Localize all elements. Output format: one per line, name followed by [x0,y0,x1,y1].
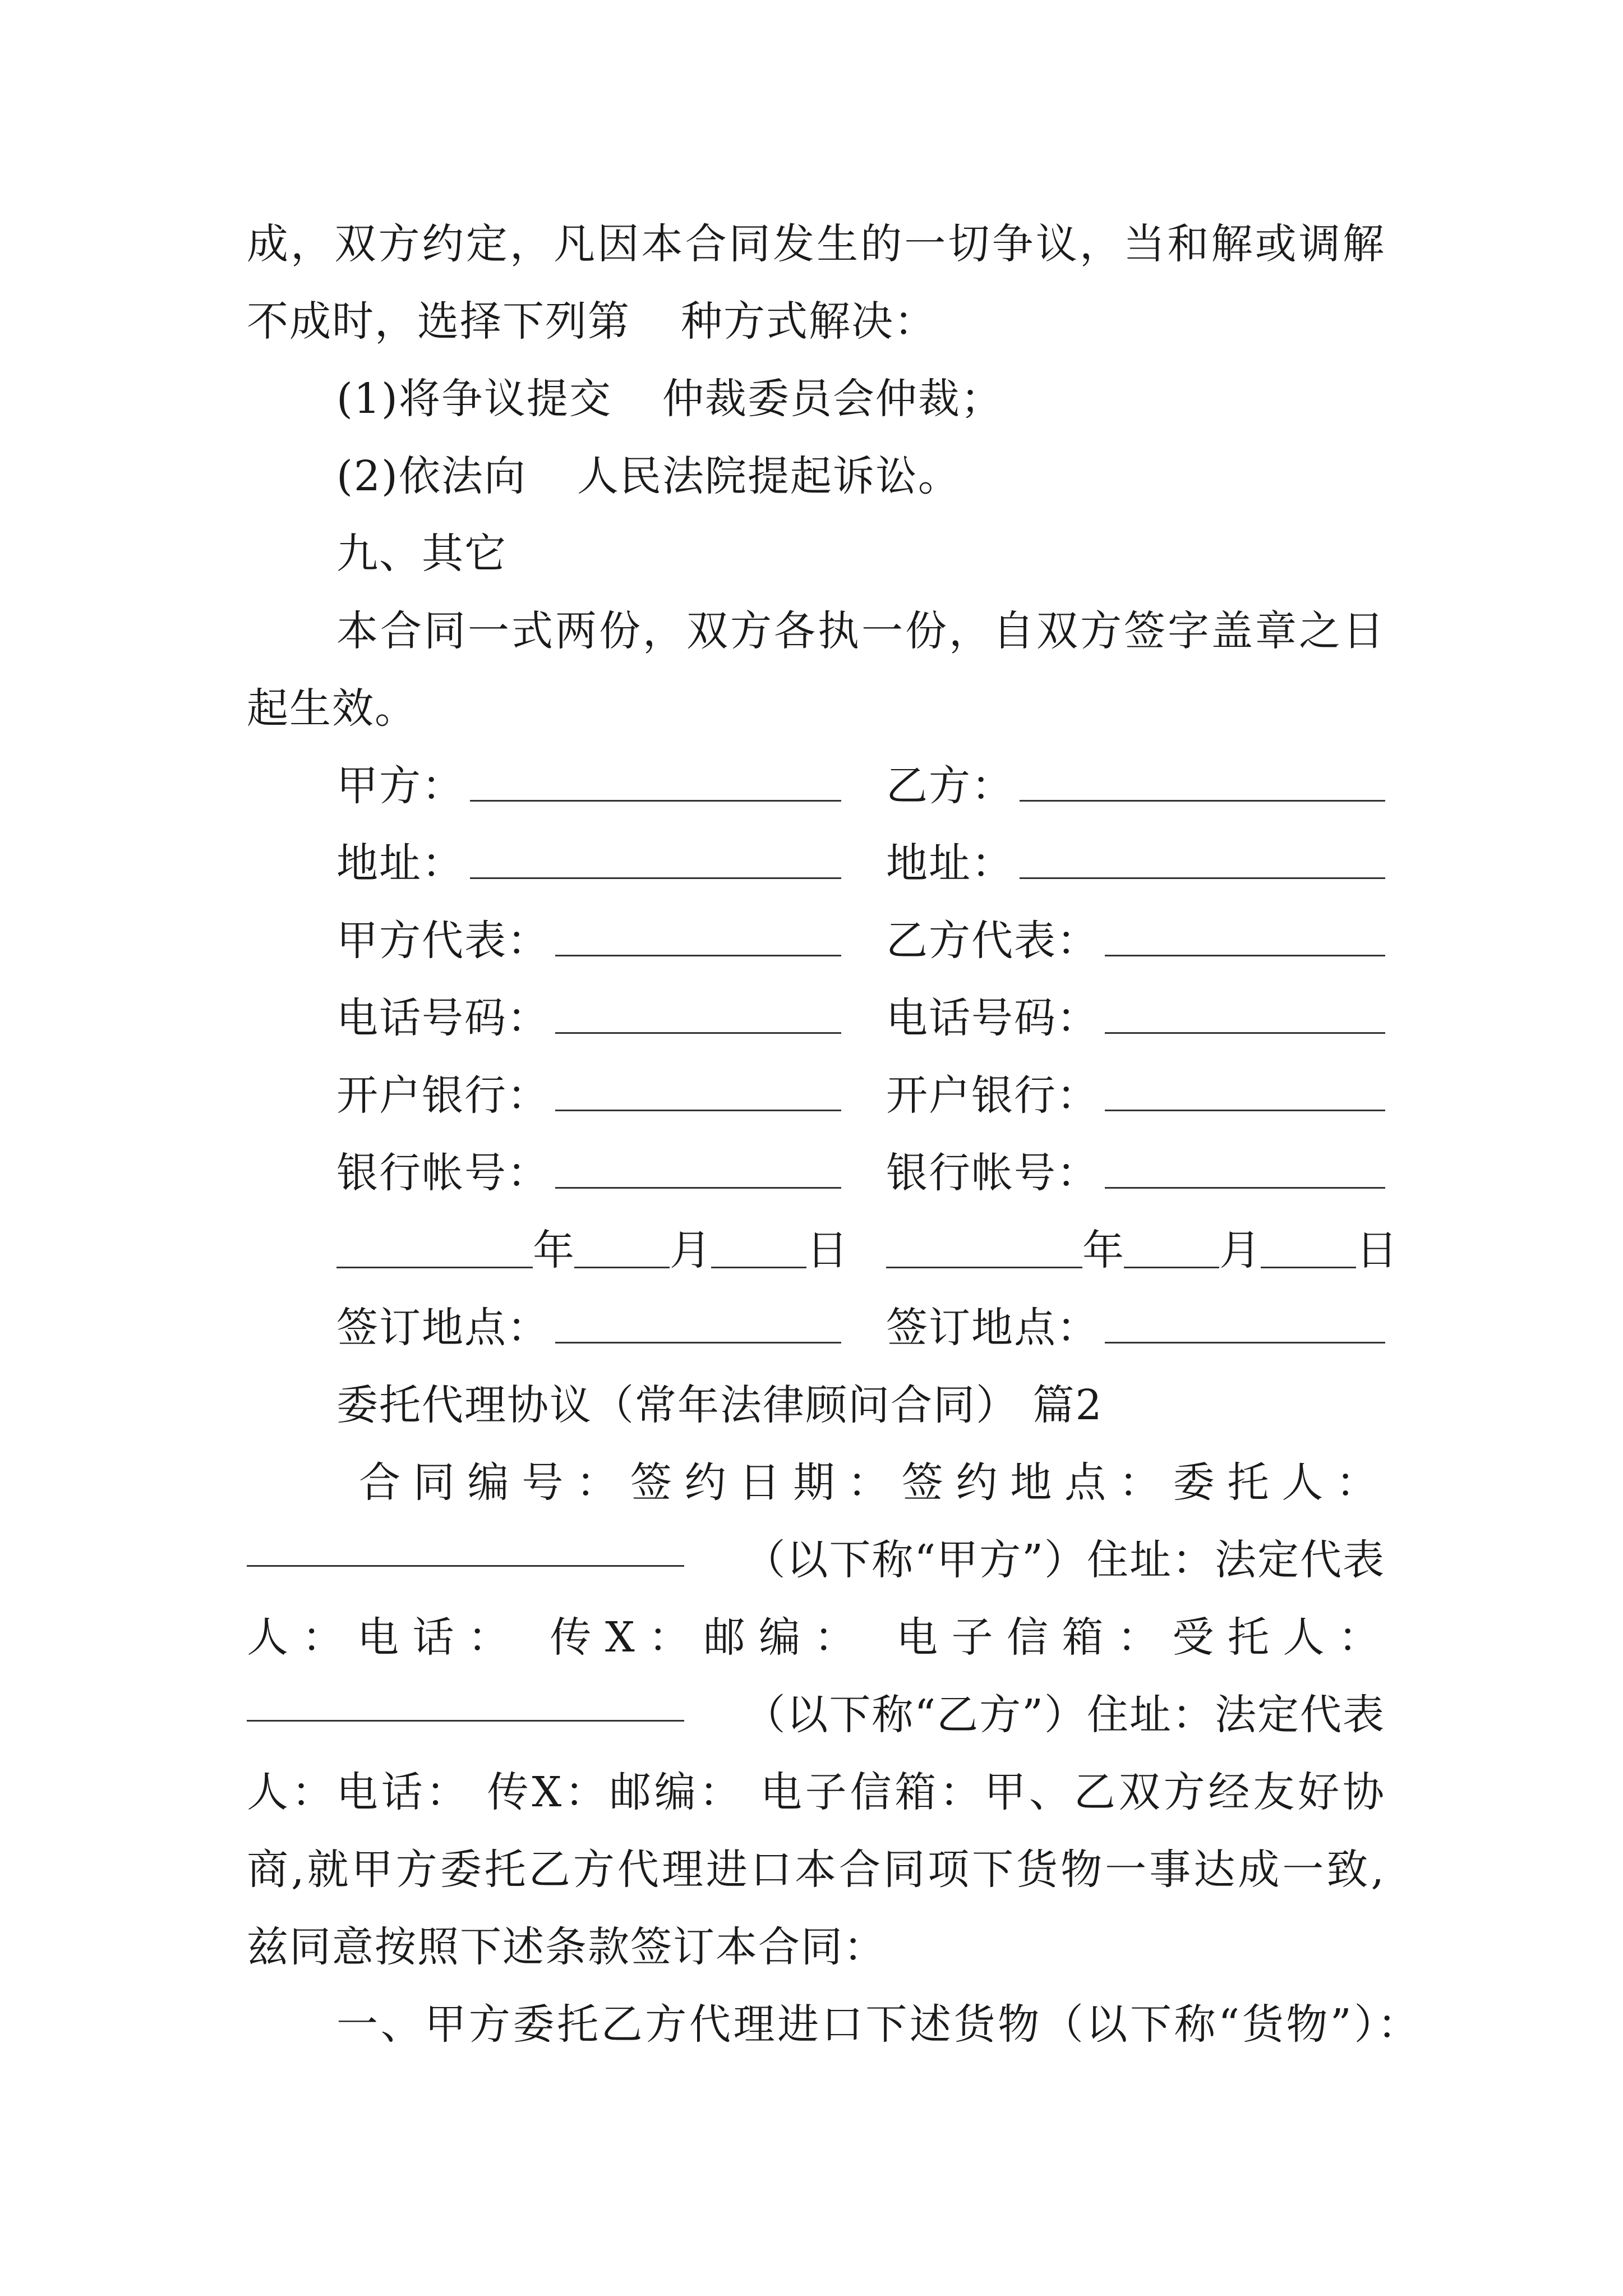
blank-line [1105,1032,1385,1034]
field-label: 电话号码： [336,994,550,1042]
signature-field-address-a [336,832,841,894]
paragraph-line: 商,就甲方委托乙方代理进口本合同项下货物一事达成一致, [247,1846,1385,1894]
paragraph-line: 一、甲方委托乙方代理进口下述货物（以下称“货物”）： [336,2000,1419,2049]
signature-field-rep-a [336,910,841,972]
paragraph-line: 本合同一式两份，双方各执一份，自双方签字盖章之日 [336,607,1385,655]
signature-field-party-a [336,755,841,817]
blank-line [1105,1110,1385,1111]
paragraph-line: （以下称“甲方”）住址：法定代表 [744,1536,1385,1584]
field-label: 地址： [336,839,464,887]
paragraph-line [247,291,1385,352]
paragraph-line: 起生效。 [247,684,417,733]
blank-line [555,955,841,956]
blank-line [247,1565,684,1567]
field-label: 乙方： [886,762,1014,810]
paragraph-text: 种方式解决： [681,297,937,346]
blank-line [1105,1342,1385,1343]
blank-line [555,1187,841,1189]
blank-line [886,1267,1082,1268]
blank-line [574,1267,670,1268]
signature-field-party-b [886,755,1385,817]
blank-line [470,877,841,879]
blank-line [555,1110,841,1111]
field-label: 电话号码： [886,994,1099,1042]
blank-line [470,800,841,802]
blank-line [336,1267,533,1268]
field-label: 开户银行： [336,1071,550,1120]
blank-line [555,1032,841,1034]
option-text: 人民法院提起诉讼。 [577,452,961,500]
option-text: 仲裁委员会仲裁； [662,375,1003,423]
blank-line [1261,1267,1356,1268]
date-field-a [336,1220,848,1281]
article-title: 委托代理协议（常年法律顾问合同） 篇2 [336,1381,1103,1429]
field-label: 签订地点： [336,1304,550,1352]
signature-field-bank-a [336,1065,841,1126]
signature-field-account-b [886,1142,1385,1204]
signature-field-address-b [886,832,1385,894]
field-label: 银行帐号： [886,1149,1099,1197]
blank-line [1124,1267,1219,1268]
option-line-1 [336,368,1385,430]
signature-field-rep-b [886,910,1385,972]
date-day-label: 日 [1356,1226,1398,1274]
signature-field-account-a [336,1142,841,1204]
date-month-label: 月 [670,1226,711,1274]
signature-field-place-b [886,1297,1385,1359]
date-field-b [886,1220,1398,1281]
field-label: 开户银行： [886,1071,1099,1120]
paragraph-line: 人：电话： 传X：邮编： 电子信箱：受托人： [247,1613,1385,1662]
field-label: 乙方代表： [886,917,1099,965]
blank-line [1105,1187,1385,1189]
section-heading: 九、其它 [336,530,507,578]
paragraph-line: （以下称“乙方”）住址：法定代表 [744,1691,1385,1739]
date-day-label: 日 [806,1226,848,1274]
field-label: 银行帐号： [336,1149,550,1197]
signature-field-place-a [336,1297,841,1359]
paragraph-text: 不成时，选择下列第 [247,297,630,346]
paragraph-line: 合同编号：签约日期：签约地点：委托人： [359,1458,1385,1507]
date-month-label: 月 [1219,1226,1261,1274]
date-year-label: 年 [1082,1226,1124,1274]
option-line-2 [336,445,1385,507]
option-text: (1)将争议提交 [336,375,612,423]
blank-line [1020,800,1385,802]
paragraph-line: 兹同意按照下述条款签订本合同： [247,1923,886,1971]
blank-line [555,1342,841,1343]
field-label: 甲方代表： [336,917,550,965]
blank-line [1020,877,1385,879]
field-label: 地址： [886,839,1014,887]
paragraph-line: 人：电话： 传X：邮编： 电子信箱：甲、乙双方经友好协 [247,1768,1385,1816]
blank-line [711,1267,806,1268]
paragraph-line: 成，双方约定，凡因本合同发生的一切争议，当和解或调解 [247,220,1385,268]
blank-line [247,1720,684,1722]
signature-field-phone-b [886,987,1385,1049]
signature-field-phone-a [336,987,841,1049]
field-label: 甲方： [336,762,464,810]
field-label: 签订地点： [886,1304,1099,1352]
option-text: (2)依法向 [336,452,527,500]
blank-line [1105,955,1385,956]
date-year-label: 年 [533,1226,574,1274]
signature-field-bank-b [886,1065,1385,1126]
